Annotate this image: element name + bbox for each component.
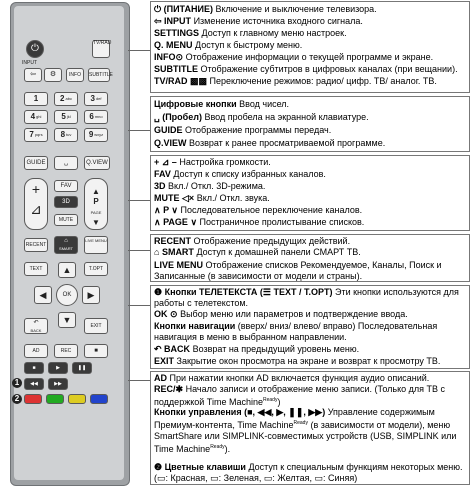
- live-menu-button: LIVE MENU: [84, 236, 108, 254]
- color-key-yellow: [68, 394, 86, 404]
- section-power-input: [150, 1, 470, 93]
- guide-line-nav: Кнопки навигации (вверх/ вниз/ влево/ вправо) Последовательная навигация в меню в выбранном направлении.: [154, 321, 438, 342]
- topt-button: T.OPT: [84, 262, 108, 276]
- playback-pause-button: ❚❚: [72, 362, 92, 374]
- power-button: ⏻: [26, 40, 44, 58]
- guide-line-digits: Цифровые кнопки Ввод чисел.: [154, 99, 290, 109]
- section-digits: [150, 96, 470, 152]
- nav-left-button: ◀: [34, 286, 52, 304]
- 3d-button: 3D: [54, 196, 78, 208]
- input-button: ⇦: [24, 68, 42, 82]
- guide-line-back: ↶ BACK Возврат на предыдущий уровень меню.: [154, 344, 360, 354]
- guide-line-rec: REC/✱ Начало записи и отображение меню записи. (Только для ТВ с поддержкой Time Machine$^{Ready}$): [154, 384, 445, 407]
- qview-button: Q.VIEW: [84, 156, 110, 170]
- section-teletext-nav: [150, 285, 470, 369]
- fav-button: FAV: [54, 180, 78, 192]
- callout-1: 1: [12, 378, 22, 388]
- guide-line-ok: OK ⊙ Выбор меню или параметров и подтверждение ввода.: [154, 309, 408, 319]
- guide-line-subtitle: SUBTITLE Отображение субтитров в цифровых каналах (при вещании).: [154, 64, 458, 74]
- digit-button-3: 3 def: [84, 92, 108, 106]
- guide-line-exit: EXIT Закрытие окон просмотра на экране и возврат к просмотру ТВ.: [154, 356, 441, 366]
- connector-line: [128, 250, 150, 251]
- guide-line-color-keys: ❷ Цветные клавиши Доступ к специальным функциям некоторых меню. (▭: Красная, ▭: Зеленая, ▭: Желтая, ▭: Синяя): [154, 462, 463, 483]
- guide-line-power: ⏻ (ПИТАНИЕ) Включение и выключение телевизора.: [154, 4, 377, 14]
- connector-line: [128, 200, 150, 201]
- guide-line-tvrad: TV/RAD ▩▩ Переключение режимов: радио/ цифр. ТВ/ аналог. ТВ.: [154, 76, 437, 86]
- color-key-green: [46, 394, 64, 404]
- digit-button-2: 2 abc: [54, 92, 78, 106]
- guide-line-mute: MUTE ◁× Вкл./ Откл. звука.: [154, 193, 270, 203]
- record-stop-button: ■: [84, 344, 108, 358]
- digit-button-7: 7 pqrs: [24, 128, 48, 142]
- connector-line: [128, 50, 150, 51]
- recent-button: RECENT: [24, 238, 48, 252]
- section-ad-rec-playback: [150, 371, 470, 485]
- back-button: ↶ BACK: [24, 318, 48, 334]
- guide-line-live-menu: LIVE MENU Отображение списков Рекомендуемое, Каналы, Поиск и Записанные (в зависимости от модели и страны).: [154, 260, 442, 281]
- channel-page-rocker: ▲ P PAGE ▼: [84, 178, 108, 230]
- playback-ff-button: ▶▶: [48, 378, 68, 390]
- playback-rew-button: ◀◀: [24, 378, 44, 390]
- nav-right-button: ▶: [82, 286, 100, 304]
- guide-line-settings: SETTINGS Доступ к главному меню настроек.: [154, 28, 347, 38]
- playback-play-button: ▶: [48, 362, 68, 374]
- connector-line: [128, 130, 150, 131]
- subtitle-button: SUBTITLE: [88, 68, 110, 82]
- settings-button: ⚙: [44, 68, 62, 82]
- remote-illustration: [0, 0, 150, 487]
- connector-line: [128, 380, 150, 381]
- guide-line-page: ∧ PAGE ∨ Постраничное пролистывание списков.: [154, 217, 365, 227]
- guide-line-smart: ⌂ SMART Доступ к домашней панели СМАРТ ТВ.: [154, 247, 361, 257]
- guide-line-qmenu: Q. MENU Доступ к быстрому меню.: [154, 40, 303, 50]
- guide-line-guide: GUIDE Отображение программы передач.: [154, 125, 332, 135]
- smart-button: ⌂ SMART: [54, 236, 78, 254]
- guide-line-input: ⇦ INPUT Изменение источника входного сигнала.: [154, 16, 363, 26]
- ok-button: OK: [56, 284, 78, 306]
- rec-button: REC: [54, 344, 78, 358]
- tv-rad-button: TV/RAD: [92, 40, 110, 58]
- digit-button-6: 6 mno: [84, 110, 108, 124]
- guide-line-recent: RECENT Отображение предыдущих действий.: [154, 236, 351, 246]
- playback-stop-button: ■: [24, 362, 44, 374]
- guide-line-qview: Q.VIEW Возврат к ранее просматриваемой программе.: [154, 138, 386, 148]
- digit-button-5: 5 jkl: [54, 110, 78, 124]
- connector-line: [128, 305, 150, 306]
- color-key-red: [24, 394, 42, 404]
- digit-button-4: 4 ghi: [24, 110, 48, 124]
- input-label: INPUT: [22, 60, 37, 66]
- guide-line-channel: ∧ P ∨ Последовательное переключение каналов.: [154, 205, 363, 215]
- digit-button-1: 1: [24, 92, 48, 106]
- guide-line-3d: 3D Вкл./ Откл. 3D-режима.: [154, 181, 266, 191]
- nav-up-button: ▲: [58, 262, 76, 278]
- exit-button: EXIT: [84, 318, 108, 334]
- guide-line-playback: Кнопки управления (■, ◀◀, ▶, ❚❚, ▶▶) Управление содержимым Премиум-контента, Time Machine$^{Ready}$ (в зависимости от модели), меню SmartShare или SIMPLINK-совместимых устройств (USB, SIMPLINK или Time Machine$^{Ready}$).: [154, 407, 457, 454]
- nav-down-button: ▼: [58, 312, 76, 328]
- guide-line-ad: AD При нажатии кнопки AD включается функция аудио описаний.: [154, 373, 430, 383]
- guide-button: GUIDE: [24, 156, 48, 170]
- digit-button-9: 9 wxyz: [84, 128, 108, 142]
- ad-button: AD: [24, 344, 48, 358]
- info-button: INFO: [66, 68, 84, 82]
- guide-line-fav: FAV Доступ к списку избранных каналов.: [154, 169, 326, 179]
- button-guide: [150, 0, 474, 487]
- color-key-blue: [90, 394, 108, 404]
- digit-button-8: 8 tuv: [54, 128, 78, 142]
- text-button: TEXT: [24, 262, 48, 276]
- volume-rocker: + ⊿: [24, 178, 48, 230]
- callout-2: 2: [12, 394, 22, 404]
- section-recent-smart: [150, 234, 470, 282]
- section-volume-channel: [150, 155, 470, 231]
- mute-button: MUTE: [54, 214, 78, 226]
- guide-line-teletext: ❶ Кнопки ТЕЛЕТЕКСТА (☰ TEXT / T.OPT) Эти кнопки используются для работы с телетекстом.: [154, 287, 459, 308]
- guide-line-info: INFO⊙ Отображение информации о текущей программе и экране.: [154, 52, 434, 62]
- guide-line-volume: + ⊿ – Настройка громкости.: [154, 157, 271, 167]
- guide-line-space: ␣ (Пробел) Ввод пробела на экранной клавиатуре.: [154, 112, 369, 122]
- space-button: ␣: [54, 156, 78, 170]
